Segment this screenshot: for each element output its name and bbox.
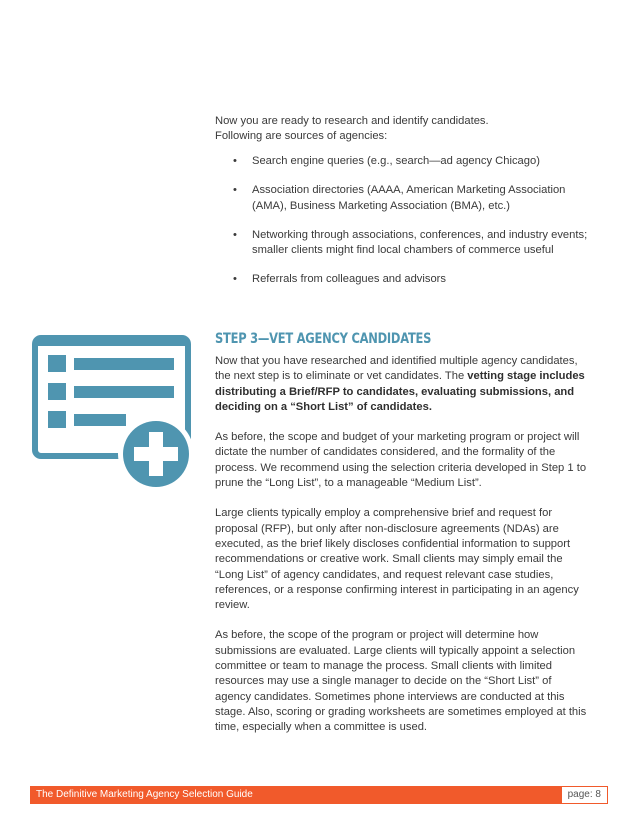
list-item: • Networking through associations, conferences, and industry events; smaller clients might find local chambers of commerce useful [233, 228, 593, 259]
paragraph-bold: vetting stage includes distributing a Brief/RFP to candidates, evaluating submissions, and deciding on a “Short List” of candidates. [215, 370, 585, 413]
paragraph: As before, the scope and budget of your marketing program or project will dictate the number of candidates considered, and the formality of the process. We recommend using the selection criteria developed in Step 1 to prune the “Long List”, to a manageable “Medium List”. [215, 431, 587, 490]
list-item: • Referrals from colleagues and advisors [233, 272, 593, 287]
footer-title: The Definitive Marketing Agency Selection Guide [36, 789, 253, 800]
paragraph: As before, the scope of the program or project will determine how submissions are evaluated. Large clients will typically appoint a selection committee or team to manage the process. Small clients with limited resources may use a single manager to decide on the “Short List” of agency candidates. Sometimes phone interviews are conducted at this stage. Also, scoring or grading worksheets are sometimes employed at this time, especially when a committee is used. [215, 629, 587, 734]
intro-line-2: Following are sources of agencies: [215, 130, 388, 143]
list-add-icon [32, 335, 197, 500]
list-item: • Association directories (AAAA, American Marketing Association (AMA), Business Marketing Association (BMA), etc.) [233, 183, 593, 214]
intro-text [215, 114, 587, 145]
intro-line-1: Now you are ready to research and identify candidates. [215, 115, 489, 127]
agency-sources-list [233, 154, 593, 302]
page-footer [30, 786, 608, 804]
paragraph: Large clients typically employ a comprehensive brief and request for proposal (RFP), but only after non-disclosure agreements (NDAs) are executed, as the brief likely discloses confidential information to support recommendations or creative work. Small clients may simply email the “Long List” of agency candidates, and request relevant case studies, references, or a response confirming interest in participating in an agency review. [215, 507, 579, 612]
list-item: • Search engine queries (e.g., search—ad agency Chicago) [233, 154, 593, 169]
page-number: page: 8 [561, 786, 608, 804]
step3-body [215, 354, 587, 751]
section-heading: STEP 3—VET AGENCY CANDIDATES [215, 331, 432, 347]
paragraph-text: Now that you have researched and identified multiple agency candidates, the next step is to eliminate or vet candidates. The [215, 355, 578, 383]
paragraph [215, 354, 587, 415]
